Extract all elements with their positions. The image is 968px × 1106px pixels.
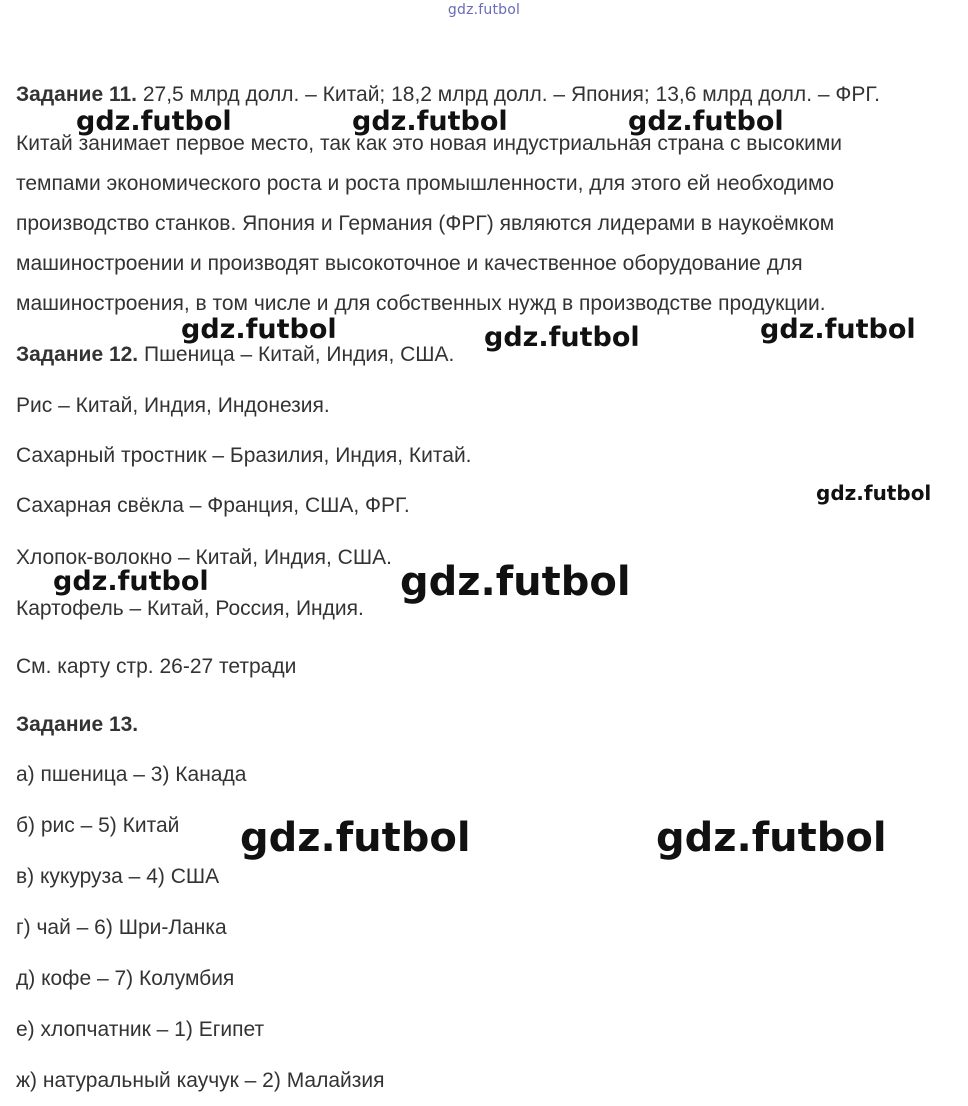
watermark: gdz.futbol: [181, 314, 337, 345]
task13-item: а) пшеница – 3) Канада: [16, 763, 247, 786]
watermark: gdz.futbol: [76, 106, 232, 137]
watermark: gdz.futbol: [53, 566, 209, 597]
task13-item: г) чай – 6) Шри-Ланка: [16, 916, 227, 939]
watermark: gdz.futbol: [240, 815, 471, 861]
task11-line: темпами экономического роста и роста промышленности, для этого ей необходимо: [16, 172, 835, 195]
task12-line: Сахарный тростник – Бразилия, Индия, Китай.: [16, 444, 472, 467]
task12-line: Хлопок-волокно – Китай, Индия, США.: [16, 546, 392, 569]
watermark: gdz.futbol: [628, 106, 784, 137]
task11-title: Задание 11.: [16, 83, 137, 106]
task12-title: Задание 12.: [16, 343, 139, 366]
watermark: gdz.futbol: [400, 559, 631, 605]
task13-item: б) рис – 5) Китай: [16, 814, 180, 837]
watermark: gdz.futbol: [760, 314, 916, 345]
task12-map-note: См. карту стр. 26-27 тетради: [16, 655, 297, 678]
task13-title: Задание 13.: [16, 713, 139, 736]
task13-item: в) кукуруза – 4) США: [16, 865, 220, 888]
task12-answer: Пшеница – Китай, Индия, США.: [138, 343, 455, 366]
task11-answer: 27,5 млрд долл. – Китай; 18,2 млрд долл. – Япония; 13,6 млрд долл. – ФРГ.: [137, 83, 880, 106]
task12-first-line: [16, 344, 454, 365]
task11-first-line: [16, 84, 880, 105]
task11-line: производство станков. Япония и Германия (ФРГ) являются лидерами в наукоёмком: [16, 212, 835, 235]
task11-line: машиностроения, в том числе и для собственных нужд в производстве продукции.: [16, 292, 826, 315]
watermark: gdz.futbol: [816, 481, 932, 505]
task12-line: Рис – Китай, Индия, Индонезия.: [16, 394, 330, 417]
watermark: gdz.futbol: [352, 106, 508, 137]
watermark: gdz.futbol: [656, 815, 887, 861]
task13-item: ж) натуральный каучук – 2) Малайзия: [16, 1069, 385, 1092]
task11-line: машиностроении и производят высокоточное и качественное оборудование для: [16, 252, 803, 275]
task11-line: Китай занимает первое место, так как это новая индустриальная страна с высокими: [16, 132, 843, 155]
task13-item: е) хлопчатник – 1) Египет: [16, 1018, 265, 1041]
task12-line: Сахарная свёкла – Франция, США, ФРГ.: [16, 494, 410, 517]
task12-line: Картофель – Китай, Россия, Индия.: [16, 597, 364, 620]
task13-item: д) кофе – 7) Колумбия: [16, 967, 235, 990]
watermark: gdz.futbol: [484, 322, 640, 353]
header-watermark: gdz.futbol: [447, 2, 521, 18]
